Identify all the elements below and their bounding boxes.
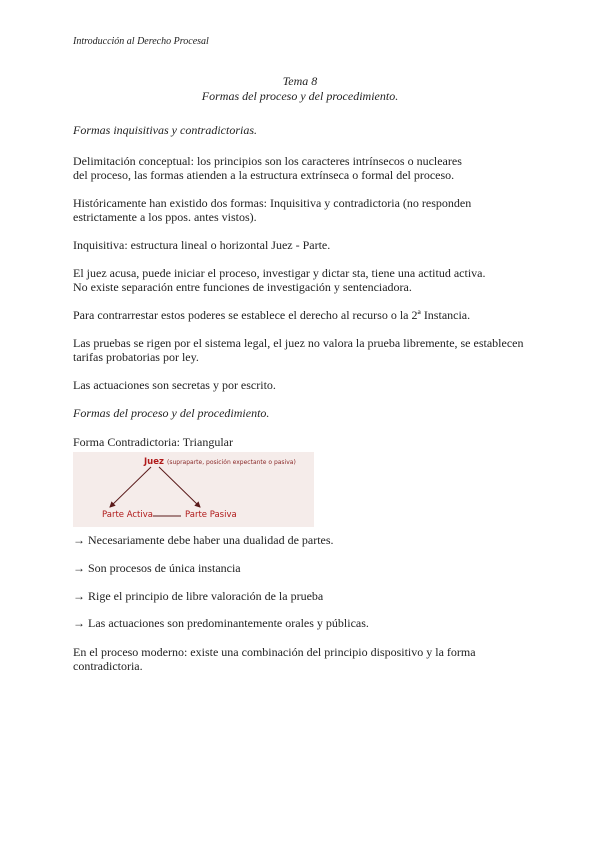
bullet-text: Necesariamente debe haber una dualidad de partes. <box>88 533 334 547</box>
paragraph-line: contradictoria. <box>73 659 143 673</box>
parte-pasiva-label: Parte Pasiva <box>185 510 237 520</box>
bullet-item <box>73 616 533 630</box>
paragraph-line: estrictamente a los ppos. antes vistos). <box>73 210 257 224</box>
running-header: Introducción al Derecho Procesal <box>73 36 209 47</box>
paragraph-line: Delimitación conceptual: los principios son los caracteres intrínsecos o nucleares <box>73 154 462 168</box>
section-heading-forms: Formas inquisitivas y contradictorias. <box>73 123 257 137</box>
bullet-text: Las actuaciones son predominantemente orales y públicas. <box>88 616 369 630</box>
paragraph-line: tarifas probatorias por ley. <box>73 350 199 364</box>
arrow-icon: → <box>73 561 85 575</box>
paragraph-line: del proceso, las formas atienden a la estructura extrínseca o formal del proceso. <box>73 168 455 182</box>
parte-activa-label: Parte Activa <box>102 510 153 520</box>
juez-note: (supraparte, posición expectante o pasiva) <box>167 459 296 466</box>
paragraph-line: No existe separación entre funciones de investigación y sentenciadora. <box>73 280 412 294</box>
arrow-juez-to-pasiva <box>159 467 200 507</box>
juez-label: Juez <box>144 457 164 467</box>
section-heading-procedure: Formas del proceso y del procedimiento. <box>73 406 270 420</box>
page-title: Formas del proceso y del procedimiento. <box>201 89 399 103</box>
paragraph-line: Las actuaciones son secretas y por escrito. <box>73 378 276 392</box>
arrow-icon: → <box>73 533 85 547</box>
bullet-item <box>73 561 533 575</box>
triangular-diagram <box>73 452 314 527</box>
topic-number: Tema 8 <box>282 74 318 88</box>
paragraph-line: El juez acusa, puede iniciar el proceso, investigar y dictar sta, tiene una actitud activa. <box>73 266 486 280</box>
bullet-item <box>73 533 533 547</box>
diagram-caption: Forma Contradictoria: Triangular <box>73 435 233 449</box>
paragraph-line: Históricamente han existido dos formas: Inquisitiva y contradictoria (no responden <box>73 196 472 210</box>
paragraph-line: Las pruebas se rigen por el sistema legal, el juez no valora la prueba libremente, se establecen <box>73 336 524 350</box>
arrow-juez-to-activa <box>110 467 151 507</box>
paragraph-line: En el proceso moderno: existe una combinación del principio dispositivo y la forma <box>73 645 476 659</box>
bullet-item <box>73 589 533 603</box>
paragraph-line: Inquisitiva: estructura lineal o horizontal Juez - Parte. <box>73 238 331 252</box>
bullet-text: Son procesos de única instancia <box>88 561 241 575</box>
paragraph-line: Para contrarrestar estos poderes se establece el derecho al recurso o la 2ª Instancia. <box>73 308 471 322</box>
arrow-icon: → <box>73 589 85 603</box>
bullet-text: Rige el principio de libre valoración de la prueba <box>88 589 324 603</box>
arrow-icon: → <box>73 616 85 630</box>
